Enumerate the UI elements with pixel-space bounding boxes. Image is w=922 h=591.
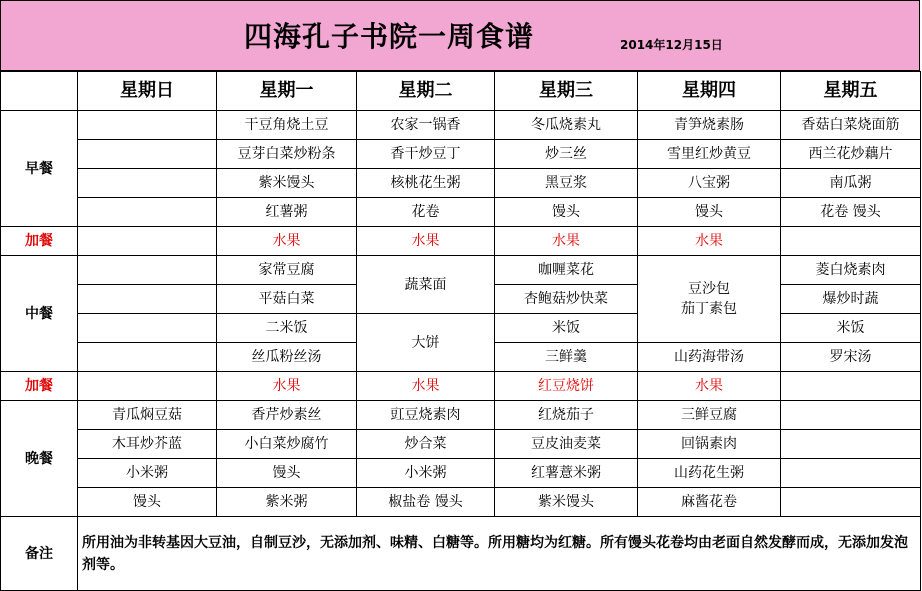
menu-date: 2014年12月15日: [620, 38, 723, 52]
menu-cell: [781, 488, 921, 517]
day-header-sunday: 星期日: [78, 72, 217, 111]
weekly-menu-table: [0, 71, 921, 591]
menu-cell: [78, 227, 217, 256]
menu-cell: 香芹炒素丝: [217, 401, 357, 430]
menu-cell: 农家一锅香: [357, 111, 495, 140]
dinner-row: [1, 459, 921, 488]
menu-cell: 小米粥: [357, 459, 495, 488]
menu-cell: 水果: [357, 372, 495, 401]
menu-cell: [781, 227, 921, 256]
menu-cell: 炒三丝: [495, 140, 638, 169]
menu-cell: 馒头: [495, 198, 638, 227]
menu-cell: 红烧茄子: [495, 401, 638, 430]
meal-label-dinner: 晚餐: [1, 401, 78, 517]
menu-cell: 红薯粥: [217, 198, 357, 227]
dinner-row: [1, 401, 921, 430]
menu-cell: 黑豆浆: [495, 169, 638, 198]
menu-cell: 水果: [217, 227, 357, 256]
menu-cell: [78, 285, 217, 314]
meal-label-lunch: 中餐: [1, 256, 78, 372]
menu-cell: [78, 372, 217, 401]
day-header-wednesday: 星期三: [495, 72, 638, 111]
breakfast-row: [1, 140, 921, 169]
title-bar: [0, 0, 920, 71]
menu-cell: 核桃花生粥: [357, 169, 495, 198]
menu-cell: [78, 140, 217, 169]
menu-cell: 木耳炒芥蓝: [78, 430, 217, 459]
lunch-row: [1, 256, 921, 285]
menu-cell: [78, 314, 217, 343]
menu-cell-merged: [638, 256, 781, 343]
menu-cell: 咖喱菜花: [495, 256, 638, 285]
menu-cell: 馒头: [217, 459, 357, 488]
menu-cell: 花卷: [357, 198, 495, 227]
menu-cell: 红薯薏米粥: [495, 459, 638, 488]
note-text: 所用油为非转基因大豆油，自制豆沙，无添加剂、味精、白糖等。所用糖均为红糖。所有馒头花卷均由老面自然发酵而成，无添加发泡剂等。: [78, 517, 921, 591]
corner-cell: [1, 72, 78, 111]
menu-cell: 花卷 馒头: [781, 198, 921, 227]
menu-cell: 山药花生粥: [638, 459, 781, 488]
breakfast-row: [1, 111, 921, 140]
menu-cell: 回锅素肉: [638, 430, 781, 459]
menu-cell: [781, 430, 921, 459]
menu-cell: 馒头: [638, 198, 781, 227]
menu-cell: 豇豆烧素肉: [357, 401, 495, 430]
menu-cell: 麻酱花卷: [638, 488, 781, 517]
page-title: 四海孔子书院一周食谱: [244, 20, 535, 53]
menu-cell: 菱白烧素肉: [781, 256, 921, 285]
menu-cell: 香干炒豆丁: [357, 140, 495, 169]
menu-cell: 二米饭: [217, 314, 357, 343]
menu-cell: 豆皮油麦菜: [495, 430, 638, 459]
menu-cell: 水果: [217, 372, 357, 401]
menu-cell: [78, 198, 217, 227]
meal-label-extra: 加餐: [1, 227, 78, 256]
menu-cell: 红豆烧饼: [495, 372, 638, 401]
menu-cell: [78, 111, 217, 140]
menu-cell: 三鲜羹: [495, 343, 638, 372]
menu-cell: 紫米粥: [217, 488, 357, 517]
menu-cell: [781, 459, 921, 488]
note-row: [1, 517, 921, 591]
menu-cell: [78, 343, 217, 372]
menu-cell: 小白菜炒腐竹: [217, 430, 357, 459]
lunch-row: [1, 314, 921, 343]
note-label: 备注: [1, 517, 78, 591]
breakfast-row: [1, 169, 921, 198]
breakfast-row: [1, 198, 921, 227]
menu-item: 茄丁素包: [681, 301, 737, 317]
menu-cell: 罗宋汤: [781, 343, 921, 372]
dinner-row: [1, 488, 921, 517]
menu-cell: [78, 256, 217, 285]
menu-cell: 南瓜粥: [781, 169, 921, 198]
menu-cell: 椒盐卷 馒头: [357, 488, 495, 517]
menu-item: 豆沙包: [688, 281, 730, 297]
day-header-monday: 星期一: [217, 72, 357, 111]
menu-cell: 水果: [357, 227, 495, 256]
menu-cell: 八宝粥: [638, 169, 781, 198]
menu-cell: 水果: [495, 227, 638, 256]
menu-cell: 丝瓜粉丝汤: [217, 343, 357, 372]
menu-cell: 馒头: [78, 488, 217, 517]
menu-cell: 小米粥: [78, 459, 217, 488]
day-header-friday: 星期五: [781, 72, 921, 111]
menu-cell: 米饭: [781, 314, 921, 343]
menu-cell: 平菇白菜: [217, 285, 357, 314]
menu-cell: [78, 169, 217, 198]
menu-cell: 豆芽白菜炒粉条: [217, 140, 357, 169]
menu-cell: 山药海带汤: [638, 343, 781, 372]
menu-cell: 紫米馒头: [495, 488, 638, 517]
menu-cell: 米饭: [495, 314, 638, 343]
menu-cell: [781, 401, 921, 430]
day-header-thursday: 星期四: [638, 72, 781, 111]
menu-cell: 青瓜焖豆菇: [78, 401, 217, 430]
menu-cell: [781, 372, 921, 401]
menu-cell: 紫米馒头: [217, 169, 357, 198]
extra-meal-row: [1, 227, 921, 256]
menu-cell: 雪里红炒黄豆: [638, 140, 781, 169]
day-header-row: [1, 72, 921, 111]
meal-label-breakfast: 早餐: [1, 111, 78, 227]
extra-meal-row: [1, 372, 921, 401]
menu-cell: 冬瓜烧素丸: [495, 111, 638, 140]
day-header-tuesday: 星期二: [357, 72, 495, 111]
menu-cell: 大饼: [357, 314, 495, 372]
menu-cell: 干豆角烧土豆: [217, 111, 357, 140]
menu-cell: 三鲜豆腐: [638, 401, 781, 430]
menu-cell: 炒合菜: [357, 430, 495, 459]
menu-cell: 青笋烧素肠: [638, 111, 781, 140]
menu-cell: 杏鲍菇炒快菜: [495, 285, 638, 314]
menu-cell: 家常豆腐: [217, 256, 357, 285]
menu-cell: 水果: [638, 227, 781, 256]
menu-cell: 爆炒时蔬: [781, 285, 921, 314]
meal-label-extra: 加餐: [1, 372, 78, 401]
menu-cell: 蔬菜面: [357, 256, 495, 314]
menu-cell: 香菇白菜烧面筋: [781, 111, 921, 140]
dinner-row: [1, 430, 921, 459]
menu-cell: 西兰花炒藕片: [781, 140, 921, 169]
menu-cell: 水果: [638, 372, 781, 401]
